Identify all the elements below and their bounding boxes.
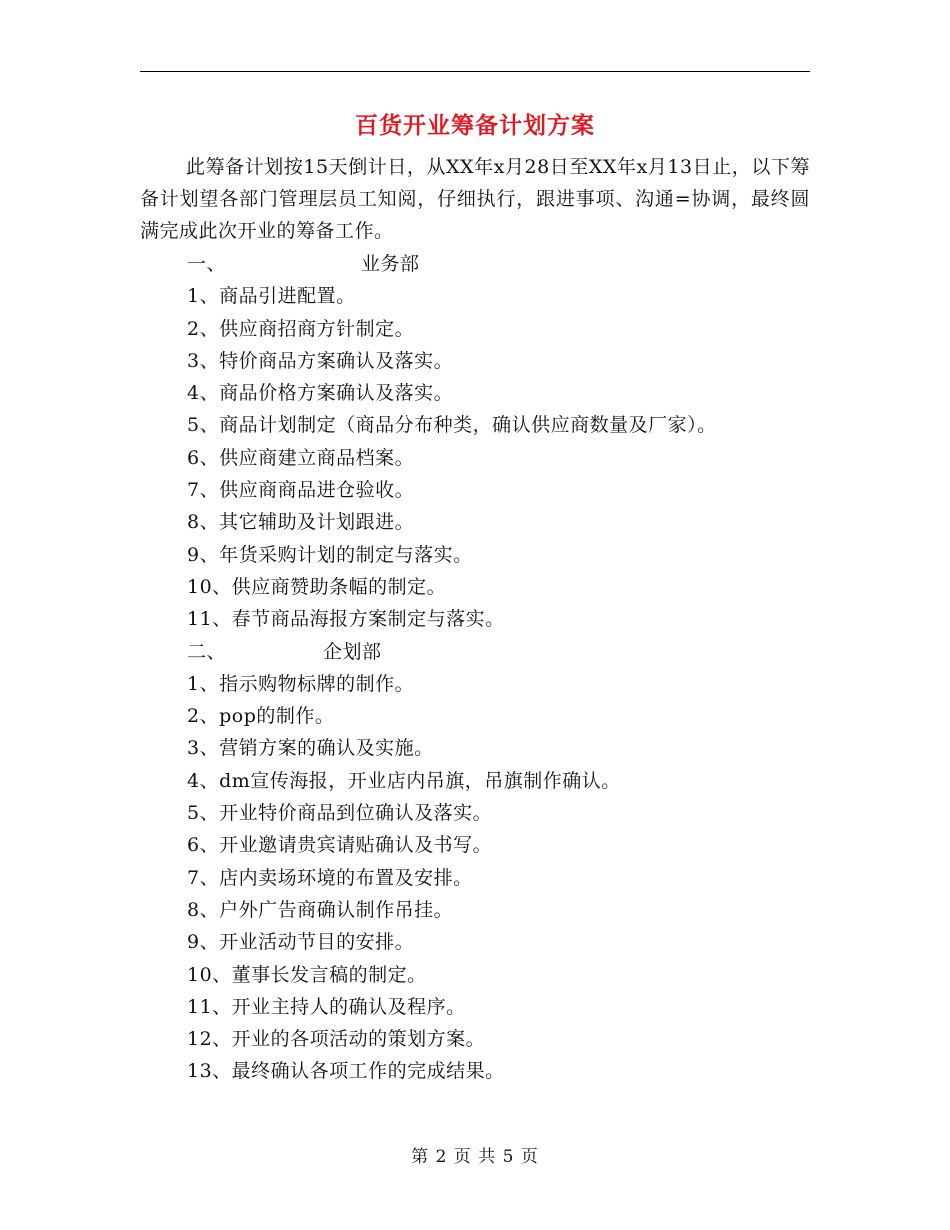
list-item: 1、指示购物标牌的制作。 bbox=[187, 672, 415, 695]
list-item: 10、董事长发言稿的制定。 bbox=[187, 963, 427, 986]
document-title: 百货开业筹备计划方案 bbox=[355, 112, 595, 139]
list-item: 8、其它辅助及计划跟进。 bbox=[187, 511, 415, 534]
list-item: 7、供应商商品进仓验收。 bbox=[187, 479, 415, 502]
list-item: 6、开业邀请贵宾请贴确认及书写。 bbox=[187, 834, 493, 857]
list-item: 11、春节商品海报方案制定与落实。 bbox=[187, 608, 505, 631]
plan-list bbox=[187, 248, 827, 1088]
list-item: 2、pop的制作。 bbox=[187, 705, 335, 728]
list-item: 5、开业特价商品到位确认及落实。 bbox=[187, 802, 493, 825]
list-item: 4、dm宣传海报，开业店内吊旗，吊旗制作确认。 bbox=[187, 769, 621, 792]
list-item: 9、年货采购计划的制定与落实。 bbox=[187, 543, 473, 566]
section-number: 一、 bbox=[187, 253, 227, 275]
list-item: 9、开业活动节目的安排。 bbox=[187, 931, 415, 954]
section-number: 二、 bbox=[187, 640, 227, 663]
list-item: 11、开业主持人的确认及程序。 bbox=[187, 995, 466, 1018]
section-name: 企划部 bbox=[323, 640, 382, 663]
list-item: 7、店内卖场环境的布置及安排。 bbox=[187, 866, 473, 889]
list-item: 3、营销方案的确认及实施。 bbox=[187, 737, 434, 760]
list-item: 8、户外广告商确认制作吊挂。 bbox=[187, 898, 454, 921]
list-item: 1、商品引进配置。 bbox=[187, 285, 356, 308]
page-footer: 第 2 页 共 5 页 bbox=[411, 1147, 539, 1167]
list-item: 12、开业的各项活动的策划方案。 bbox=[187, 1028, 486, 1051]
section-name: 业务部 bbox=[361, 253, 420, 275]
list-item: 10、供应商赞助条幅的制定。 bbox=[187, 575, 447, 598]
intro-paragraph: 此筹备计划按15天倒计日，从XX年x月28日至XX年x月13日止，以下筹备计划望各部门管理层员工知阅，仔细执行，跟进事项、沟通=协调，最终圆满完成此次开业的筹备工作。 bbox=[140, 156, 810, 242]
list-item: 4、商品价格方案确认及落实。 bbox=[187, 382, 454, 405]
list-item: 2、供应商招商方针制定。 bbox=[187, 317, 415, 340]
section-heading-planning bbox=[187, 636, 827, 668]
list-item: 3、特价商品方案确认及落实。 bbox=[187, 349, 454, 372]
list-item: 6、供应商建立商品档案。 bbox=[187, 446, 415, 469]
section-heading-business bbox=[187, 248, 827, 280]
list-item: 13、最终确认各项工作的完成结果。 bbox=[187, 1060, 505, 1083]
list-item: 5、商品计划制定（商品分布种类，确认供应商数量及厂家）。 bbox=[187, 414, 717, 437]
header-rule bbox=[140, 71, 810, 72]
